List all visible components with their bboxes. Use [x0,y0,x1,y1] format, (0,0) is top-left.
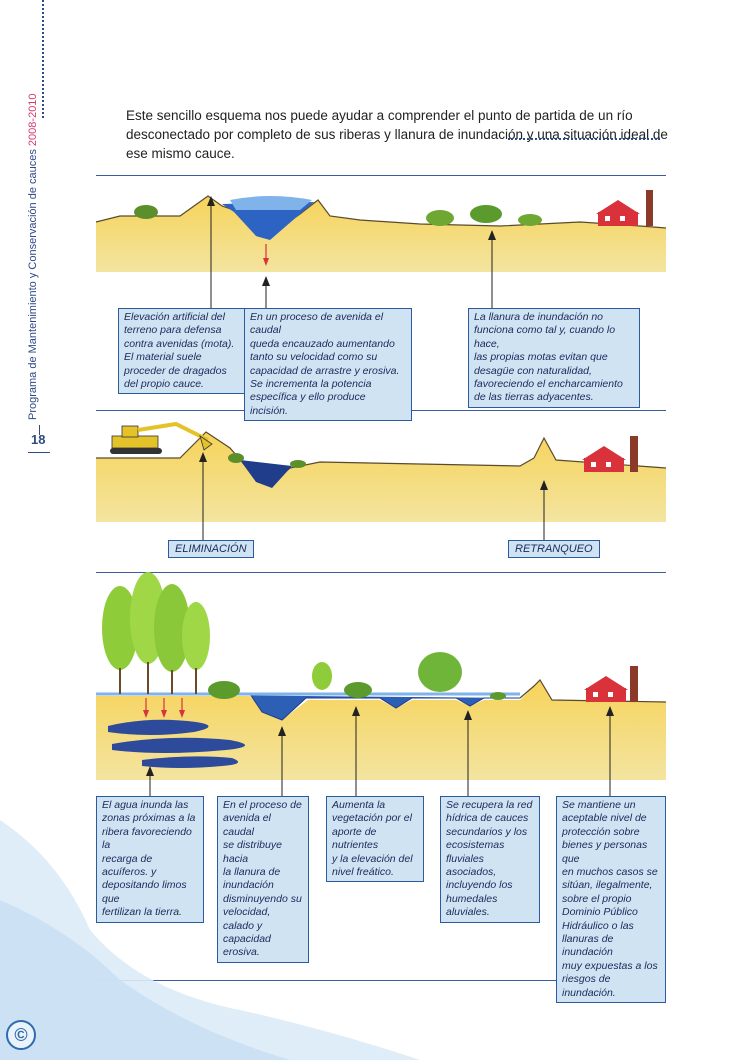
panel-3-scene [96,572,666,796]
shrub-icon [134,205,158,219]
caption-acuiferos [96,796,204,923]
caption-text: Aumenta la vegetación por el aporte de nutrientes y la elevación del nivel freático. [332,799,413,879]
series-years: 2008-2010 [27,93,39,147]
house-icon [584,666,638,702]
shrub-icon [344,682,372,698]
caption-text: En un proceso de avenida el caudal queda encauzado aumentando tanto su velocidad como su capacidad de arrastre y erosiva. Se incrementa la potencia específica y ello produce incisión. [250,311,400,417]
house-icon [596,190,653,226]
caption-llanura-inundacion [468,308,640,408]
panel-1-scene [96,190,666,308]
caption-mota [118,308,258,394]
caption-distribuye [217,796,309,963]
tree-icon [418,652,462,692]
caption-proteccion [556,796,666,1003]
caption-avenida-encauzado [244,308,412,421]
shrub-icon [470,205,502,223]
label-eliminacion: ELIMINACIÓN [168,540,254,558]
soil-panel-2 [96,432,666,522]
shrub-icon [228,453,244,463]
shrub-icon [290,460,306,468]
caption-text: En el proceso de avenida el caudal se distribuye hacia la llanura de inundación disminuyendo su velocidad, calado y capacidad erosiva. [223,799,302,959]
caption-red-hidrica [440,796,540,923]
intro-paragraph: Este sencillo esquema nos puede ayudar a comprender el punto de partida de un río desconectado por completo de sus riberas y llanura de inundación y una situación ideal de ese mismo cauce. [126,108,668,161]
shrub-icon [426,210,454,226]
poplar-trees-icon [102,572,210,694]
series-title-text: Programa de Mantenimiento y Conservación de cauces [27,149,39,420]
shrub-icon [518,214,542,226]
caption-text: El agua inunda las zonas próximas a la ribera favoreciendo la recarga de acuíferos. y depositando limos que fertilizan la tierra. [102,799,196,919]
shrub-icon [208,681,240,699]
caption-text: Elevación artificial del terreno para defensa contra avenidas (mota). El material suele proceder de dragados del propio cauce. [124,311,235,391]
caption-vegetacion [326,796,424,882]
copyright-icon: © [6,1020,36,1050]
tree-icon [312,662,332,690]
page-number: 18 [31,432,46,447]
caption-text: La llanura de inundación no funciona como tal y, cuando lo hace, las propias motas evitan que desagüe con naturalidad, favoreciendo el encharcamiento de las tierras adyacentes. [474,311,623,404]
shrub-icon [490,692,506,700]
panel-2-scene [96,424,666,540]
caption-text: Se mantiene un aceptable nivel de protección sobre bienes y personas que en muchos casos se sitúan, ilegalmente, sobre el propio Dominio Público Hidráulico o las llanuras de inundación muy expuestas a los riesgos de inundación. [562,799,658,999]
soil-panel-1 [96,196,666,272]
label-retranqueo: RETRANQUEO [508,540,600,558]
caption-text: Se recupera la red hídrica de cauces secundarios y los ecosistemas fluviales asociados, incluyendo los humedales aluviales. [446,799,533,919]
